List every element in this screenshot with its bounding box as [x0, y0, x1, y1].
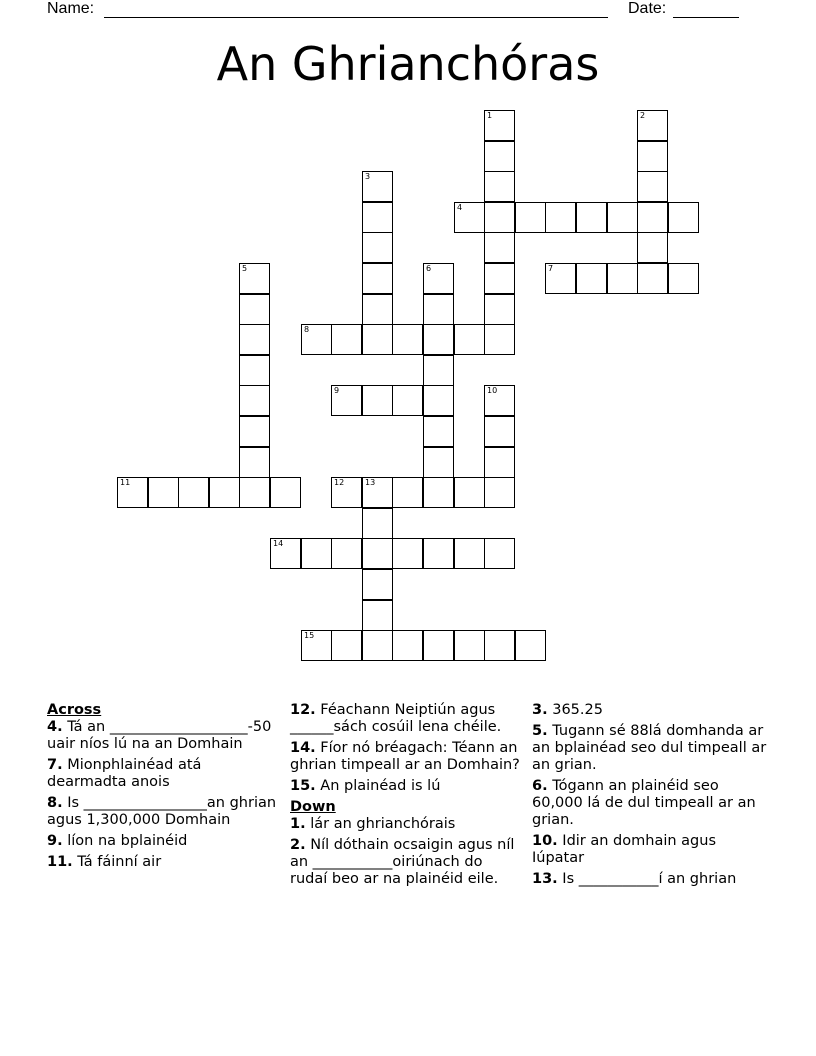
- crossword-cell[interactable]: [301, 630, 332, 661]
- crossword-cell[interactable]: [423, 385, 454, 416]
- crossword-cell[interactable]: [484, 263, 515, 294]
- crossword-cell[interactable]: [484, 385, 515, 416]
- crossword-cell[interactable]: [484, 110, 515, 141]
- clue-number: 14.: [290, 740, 316, 756]
- clue-text: Tugann sé 88lá domhanda ar an bplainéad seo dul timpeall ar an grian.: [532, 723, 767, 773]
- page-title: An Ghrianchóras: [216, 37, 600, 91]
- crossword-cell[interactable]: [454, 324, 485, 355]
- clue-text: Is ___________í an ghrian: [562, 871, 737, 887]
- crossword-cell[interactable]: [484, 447, 515, 478]
- clues-column-3: [532, 702, 772, 892]
- crossword-cell[interactable]: [576, 202, 607, 233]
- crossword-cell[interactable]: [484, 477, 515, 508]
- clue-down-2: [290, 837, 522, 888]
- crossword-cell[interactable]: [454, 202, 485, 233]
- crossword-cell[interactable]: [362, 538, 393, 569]
- crossword-cell[interactable]: [392, 630, 423, 661]
- crossword-cell[interactable]: [270, 538, 301, 569]
- clue-number: 1.: [290, 816, 306, 832]
- crossword-cell[interactable]: [148, 477, 179, 508]
- clue-across-15: [290, 778, 522, 795]
- crossword-cell[interactable]: [423, 477, 454, 508]
- clue-across-11: [47, 854, 279, 871]
- clue-text: Is _________________an ghrian agus 1,300,000 Domhain: [47, 795, 277, 828]
- crossword-cell[interactable]: [484, 324, 515, 355]
- clue-number: 15.: [290, 778, 316, 794]
- crossword-cell[interactable]: [423, 447, 454, 478]
- clue-across-8: [47, 795, 279, 829]
- clue-number: 2.: [290, 837, 306, 853]
- clue-across-14: [290, 740, 522, 774]
- crossword-cell[interactable]: [607, 202, 638, 233]
- crossword-cell[interactable]: [454, 477, 485, 508]
- clue-number: 10.: [532, 833, 558, 849]
- crossword-cell[interactable]: [239, 294, 270, 325]
- crossword-cell[interactable]: [423, 355, 454, 386]
- crossword-cell[interactable]: [576, 263, 607, 294]
- crossword-cell[interactable]: [484, 294, 515, 325]
- crossword-cell[interactable]: [362, 171, 393, 202]
- crossword-cell[interactable]: [362, 385, 393, 416]
- clue-text: Níl dóthain ocsaigin agus níl an ___________oiriúnach do rudaí beo ar na plainéid eile.: [290, 837, 515, 887]
- clue-across-4: [47, 719, 279, 753]
- clue-number: 8.: [47, 795, 63, 811]
- crossword-cell[interactable]: [423, 324, 454, 355]
- crossword-cell[interactable]: [637, 171, 668, 202]
- cell-number: 10: [487, 386, 498, 395]
- crossword-cell[interactable]: [362, 294, 393, 325]
- clue-text: Idir an domhain agus Iúpatar: [532, 833, 716, 866]
- crossword-cell[interactable]: [484, 416, 515, 447]
- clue-number: 11.: [47, 854, 73, 870]
- crossword-cell[interactable]: [331, 538, 362, 569]
- clue-number: 13.: [532, 871, 558, 887]
- crossword-cell[interactable]: [392, 538, 423, 569]
- crossword-cell[interactable]: [239, 385, 270, 416]
- clue-text: An plainéad is lú: [320, 778, 441, 794]
- crossword-cell[interactable]: [423, 538, 454, 569]
- crossword-cell[interactable]: [484, 232, 515, 263]
- crossword-cell[interactable]: [423, 630, 454, 661]
- clue-text: Mionphlainéad atá dearmadta anois: [47, 757, 202, 790]
- crossword-cell[interactable]: [545, 263, 576, 294]
- crossword-cell[interactable]: [362, 324, 393, 355]
- cell-number: 5: [242, 264, 248, 273]
- clues-column-1: [47, 702, 279, 875]
- crossword-cell[interactable]: [423, 263, 454, 294]
- crossword-cell[interactable]: [423, 294, 454, 325]
- clue-text: 365.25: [552, 702, 603, 718]
- crossword-cell[interactable]: [362, 508, 393, 539]
- clue-down-5: [532, 723, 772, 774]
- crossword-cell[interactable]: [484, 141, 515, 172]
- clue-down-3: [532, 702, 772, 719]
- cell-number: 8: [304, 325, 310, 334]
- crossword-cell[interactable]: [545, 202, 576, 233]
- crossword-cell[interactable]: [239, 263, 270, 294]
- crossword-cell[interactable]: [637, 110, 668, 141]
- crossword-cell[interactable]: [362, 630, 393, 661]
- crossword-cell[interactable]: [454, 538, 485, 569]
- down-heading: Down: [290, 799, 336, 815]
- clue-number: 4.: [47, 719, 63, 735]
- clue-number: 5.: [532, 723, 548, 739]
- cell-number: 3: [365, 172, 371, 181]
- crossword-cell[interactable]: [484, 202, 515, 233]
- crossword-cell[interactable]: [484, 630, 515, 661]
- crossword-cell[interactable]: [668, 202, 699, 233]
- cell-number: 12: [334, 478, 345, 487]
- clue-text: Tógann an plainéid seo 60,000 lá de dul timpeall ar an grian.: [532, 778, 756, 828]
- crossword-cell[interactable]: [239, 355, 270, 386]
- name-label: Name:: [47, 0, 95, 17]
- crossword-cell[interactable]: [117, 477, 148, 508]
- cell-number: 6: [426, 264, 432, 273]
- crossword-cell[interactable]: [331, 324, 362, 355]
- date-label: Date:: [628, 0, 667, 17]
- clue-across-9: [47, 833, 279, 850]
- crossword-cell[interactable]: [331, 630, 362, 661]
- clue-text: Tá fáinní air: [77, 854, 162, 870]
- crossword-cell[interactable]: [515, 630, 546, 661]
- crossword-cell[interactable]: [209, 477, 240, 508]
- clue-text: lár an ghrianchórais: [310, 816, 456, 832]
- crossword-cell[interactable]: [515, 202, 546, 233]
- crossword-cell[interactable]: [392, 385, 423, 416]
- clue-number: 12.: [290, 702, 316, 718]
- cell-number: 9: [334, 386, 340, 395]
- crossword-cell[interactable]: [362, 232, 393, 263]
- crossword-cell[interactable]: [362, 202, 393, 233]
- clue-down-13: [532, 871, 772, 888]
- clues-column-2: [290, 702, 522, 892]
- crossword-cell[interactable]: [301, 538, 332, 569]
- crossword-cell[interactable]: [637, 263, 668, 294]
- cell-number: 1: [487, 111, 493, 120]
- cell-number: 4: [457, 203, 463, 212]
- cell-number: 15: [304, 631, 315, 640]
- cell-number: 14: [273, 539, 284, 548]
- crossword-cell[interactable]: [637, 202, 668, 233]
- cell-number: 11: [120, 478, 131, 487]
- clue-across-12: [290, 702, 522, 736]
- cell-number: 7: [548, 264, 554, 273]
- crossword-cell[interactable]: [362, 477, 393, 508]
- crossword-cell[interactable]: [637, 141, 668, 172]
- clue-text: Tá an ___________________-50 uair níos lú na an Domhain: [47, 719, 272, 752]
- crossword-cell[interactable]: [423, 416, 454, 447]
- crossword-cell[interactable]: [178, 477, 209, 508]
- clue-down-1: [290, 816, 522, 833]
- cell-number: 2: [640, 111, 646, 120]
- clue-down-6: [532, 778, 772, 829]
- crossword-cell[interactable]: [392, 477, 423, 508]
- crossword-cell[interactable]: [362, 263, 393, 294]
- clue-text: Fíor nó bréagach: Téann an ghrian timpeall ar an Domhain?: [290, 740, 520, 773]
- crossword-cell[interactable]: [392, 324, 423, 355]
- crossword-cell[interactable]: [668, 263, 699, 294]
- crossword-cell[interactable]: [301, 324, 332, 355]
- crossword-cell[interactable]: [484, 171, 515, 202]
- clue-text: líon na bplainéid: [67, 833, 188, 849]
- clue-number: 3.: [532, 702, 548, 718]
- crossword-cell[interactable]: [270, 477, 301, 508]
- clue-across-7: [47, 757, 279, 791]
- clue-number: 7.: [47, 757, 63, 773]
- crossword-cell[interactable]: [239, 324, 270, 355]
- crossword-cell[interactable]: [239, 416, 270, 447]
- crossword-cell[interactable]: [484, 538, 515, 569]
- clue-down-10: [532, 833, 772, 867]
- clue-number: 6.: [532, 778, 548, 794]
- across-heading: Across: [47, 702, 102, 718]
- clue-text: Féachann Neiptiún agus ______sách cosúil lena chéile.: [290, 702, 502, 735]
- cell-number: 13: [365, 478, 376, 487]
- crossword-cell[interactable]: [331, 385, 362, 416]
- crossword-cell[interactable]: [454, 630, 485, 661]
- crossword-cell[interactable]: [331, 477, 362, 508]
- crossword-cell[interactable]: [607, 263, 638, 294]
- crossword-cell[interactable]: [362, 600, 393, 631]
- crossword-cell[interactable]: [239, 477, 270, 508]
- crossword-cell[interactable]: [362, 569, 393, 600]
- clue-number: 9.: [47, 833, 63, 849]
- crossword-cell[interactable]: [637, 232, 668, 263]
- crossword-cell[interactable]: [239, 447, 270, 478]
